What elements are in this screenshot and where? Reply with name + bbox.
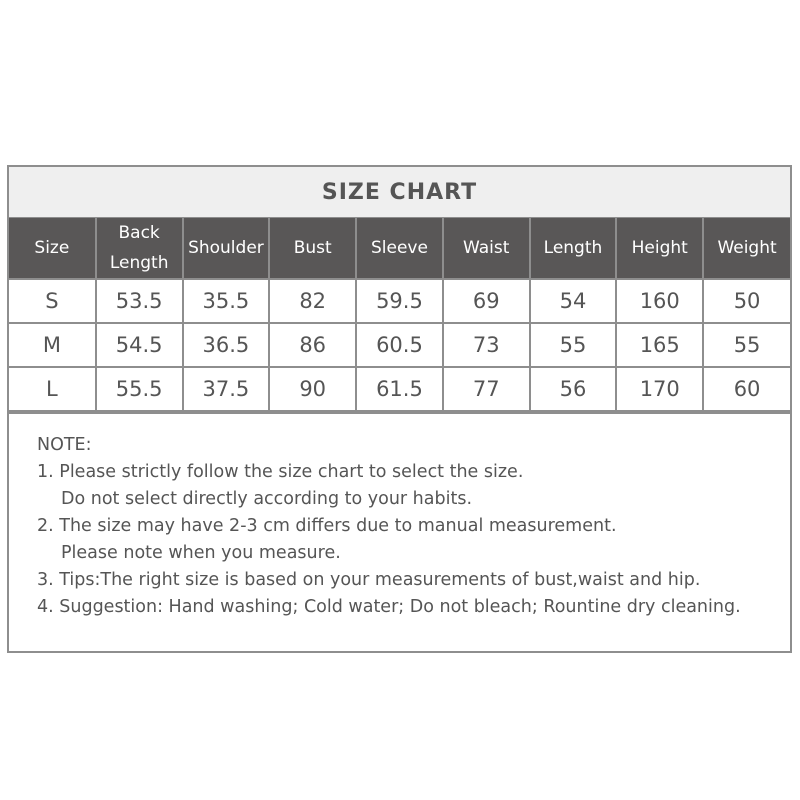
note-line-2-continued: Please note when you measure. bbox=[61, 543, 341, 563]
header-waist: Waist bbox=[443, 218, 530, 279]
cell-height: 170 bbox=[616, 367, 703, 411]
cell-height: 160 bbox=[616, 279, 703, 323]
cell-waist: 77 bbox=[443, 367, 530, 411]
table-row bbox=[9, 279, 790, 323]
cell-bust: 86 bbox=[269, 323, 356, 367]
cell-bust: 82 bbox=[269, 279, 356, 323]
cell-weight: 60 bbox=[703, 367, 790, 411]
table-row bbox=[9, 367, 790, 411]
note-line-4: 4. Suggestion: Hand washing; Cold water; Do not bleach; Rountine dry cleaning. bbox=[37, 597, 741, 617]
size-chart bbox=[7, 165, 792, 653]
header-height: Height bbox=[616, 218, 703, 279]
table-header-row bbox=[9, 218, 790, 279]
header-shoulder: Shoulder bbox=[183, 218, 270, 279]
cell-size: S bbox=[9, 279, 96, 323]
cell-back-length: 55.5 bbox=[96, 367, 183, 411]
cell-waist: 69 bbox=[443, 279, 530, 323]
notes-heading: NOTE: bbox=[37, 435, 92, 455]
cell-sleeve: 59.5 bbox=[356, 279, 443, 323]
cell-shoulder: 35.5 bbox=[183, 279, 270, 323]
cell-weight: 50 bbox=[703, 279, 790, 323]
header-weight: Weight bbox=[703, 218, 790, 279]
size-table bbox=[9, 218, 790, 412]
cell-back-length: 54.5 bbox=[96, 323, 183, 367]
cell-shoulder: 37.5 bbox=[183, 367, 270, 411]
cell-sleeve: 60.5 bbox=[356, 323, 443, 367]
cell-length: 54 bbox=[530, 279, 617, 323]
header-bust: Bust bbox=[269, 218, 356, 279]
cell-bust: 90 bbox=[269, 367, 356, 411]
header-size: Size bbox=[9, 218, 96, 279]
cell-size: M bbox=[9, 323, 96, 367]
note-line-1: 1. Please strictly follow the size chart to select the size. bbox=[37, 462, 524, 482]
cell-waist: 73 bbox=[443, 323, 530, 367]
header-back-length: Back Length bbox=[96, 218, 183, 279]
table-row bbox=[9, 323, 790, 367]
cell-weight: 55 bbox=[703, 323, 790, 367]
note-line-2: 2. The size may have 2-3 cm differs due to manual measurement. bbox=[37, 516, 617, 536]
next-section-edge bbox=[7, 640, 792, 648]
size-chart-title-band bbox=[9, 167, 790, 218]
header-sleeve: Sleeve bbox=[356, 218, 443, 279]
cell-sleeve: 61.5 bbox=[356, 367, 443, 411]
cell-height: 165 bbox=[616, 323, 703, 367]
size-chart-title: SIZE CHART bbox=[321, 179, 478, 205]
cell-size: L bbox=[9, 367, 96, 411]
cell-length: 56 bbox=[530, 367, 617, 411]
cell-back-length: 53.5 bbox=[96, 279, 183, 323]
cell-shoulder: 36.5 bbox=[183, 323, 270, 367]
header-length: Length bbox=[530, 218, 617, 279]
notes-section bbox=[9, 412, 790, 651]
note-line-1-continued: Do not select directly according to your habits. bbox=[61, 489, 473, 509]
note-line-3: 3. Tips:The right size is based on your measurements of bust,waist and hip. bbox=[37, 570, 701, 590]
cell-length: 55 bbox=[530, 323, 617, 367]
